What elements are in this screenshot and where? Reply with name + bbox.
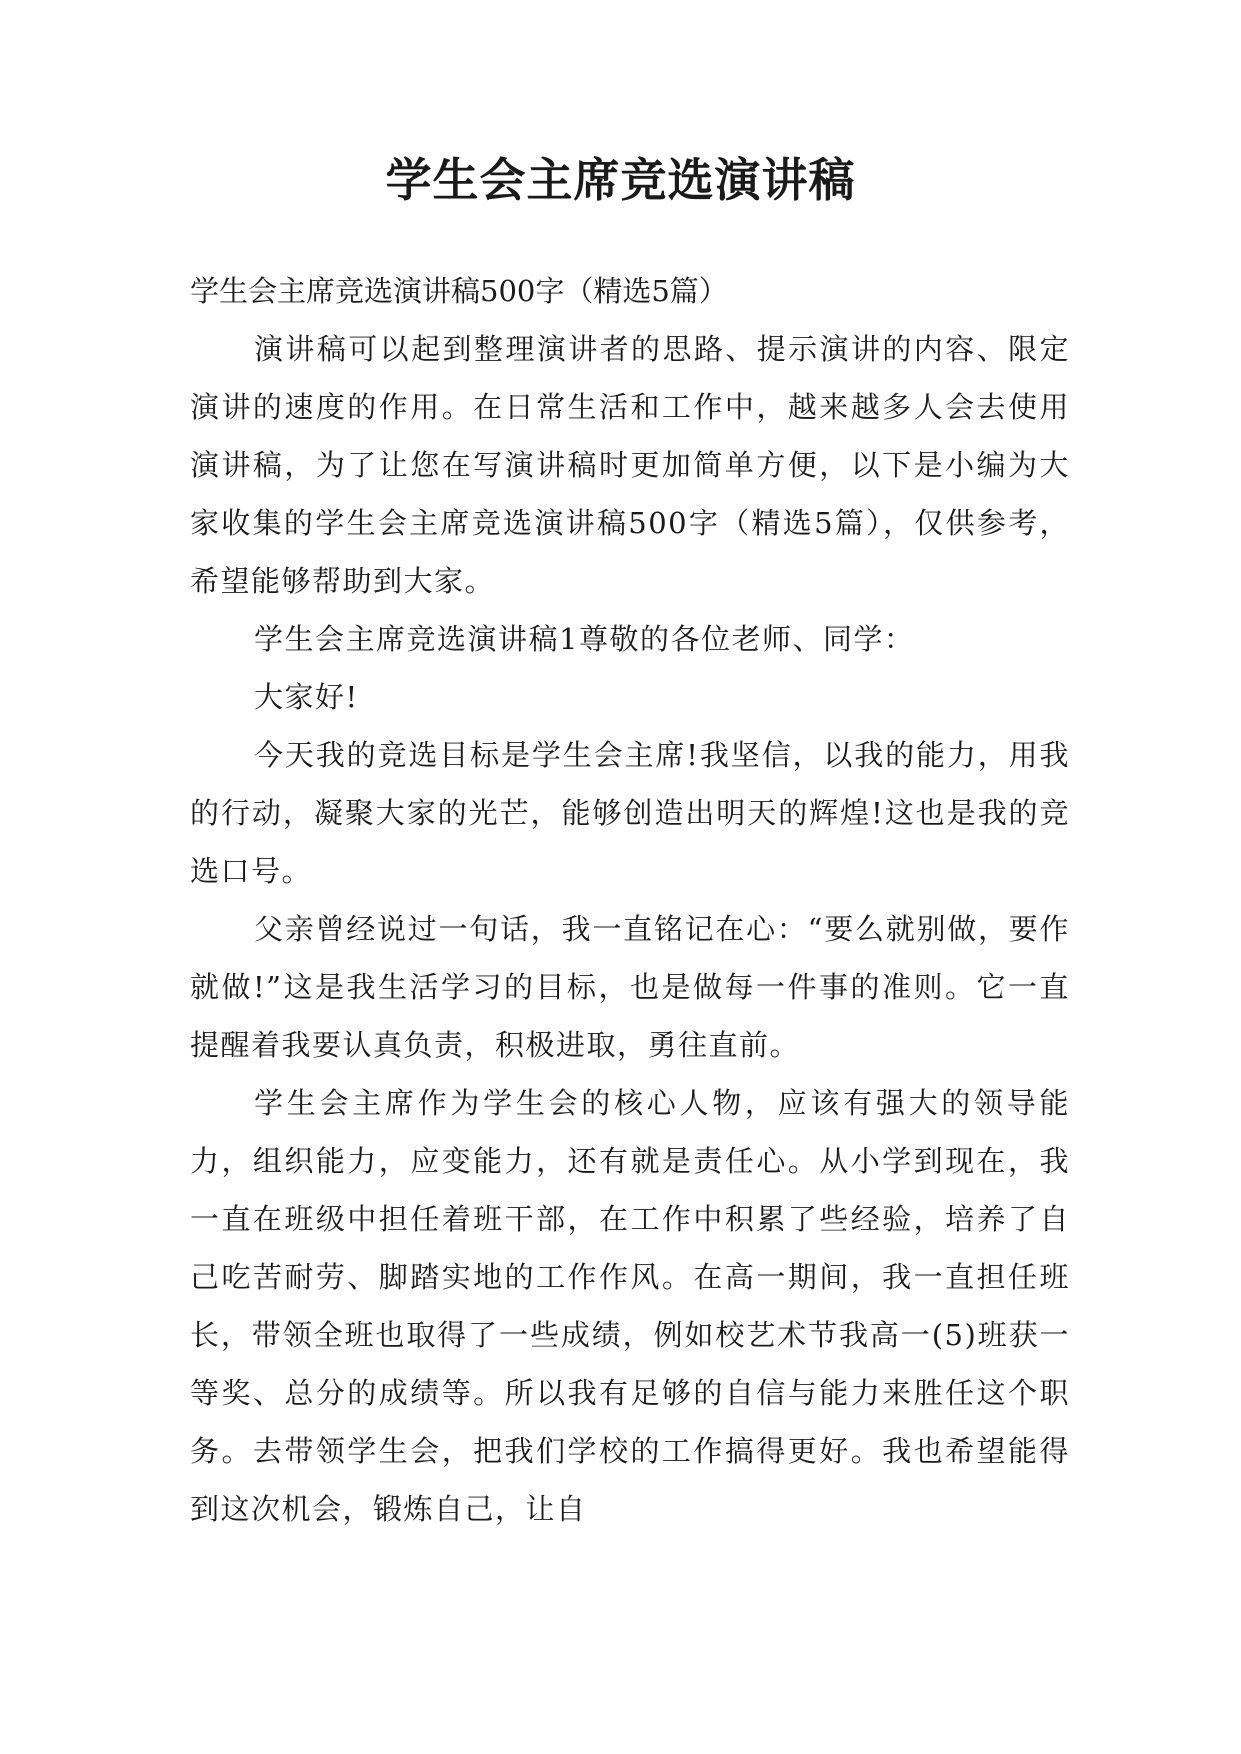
paragraph-father-quote: 父亲曾经说过一句话，我一直铭记在心：“要么就别做，要作就做!”这是我生活学习的目标，也是做每一件事的准则。它一直提醒着我要认真负责，积极进取，勇往直前。 — [190, 912, 1070, 1062]
paragraph-qualifications: 学生会主席作为学生会的核心人物，应该有强大的领导能力，组织能力，应变能力，还有就是责任心。从小学到现在，我一直在班级中担任着班干部，在工作中积累了些经验，培养了自己吃苦耐劳、脚踏实地的工作作风。在高一期间，我一直担任班长，带领全班也取得了一些成绩，例如校艺术节我高一(5)班获一等奖、总分的成绩等。所以我有足够的自信与能力来胜任这个职务。去带领学生会，把我们学校的工作搞得更好。我也希望能得到这次机会，锻炼自己，让自 — [190, 1086, 1070, 1526]
paragraph-goal: 今天我的竞选目标是学生会主席!我坚信，以我的能力，用我的行动，凝聚大家的光芒，能够创造出明天的辉煌!这也是我的竞选口号。 — [190, 738, 1070, 888]
document-subtitle: 学生会主席竞选演讲稿500字（精选5篇） — [190, 274, 728, 308]
document-title: 学生会主席竞选演讲稿 — [385, 153, 856, 207]
paragraph-intro: 演讲稿可以起到整理演讲者的思路、提示演讲的内容、限定演讲的速度的作用。在日常生活和工作中，越来越多人会去使用演讲稿，为了让您在写演讲稿时更加简单方便，以下是小编为大家收集的学生会主席竞选演讲稿500字（精选5篇），仅供参考，希望能够帮助到大家。 — [190, 332, 1070, 598]
paragraph-greeting: 大家好! — [254, 680, 359, 714]
document-body — [190, 262, 1070, 1538]
paragraph-salutation: 学生会主席竞选演讲稿1尊敬的各位老师、同学： — [254, 622, 915, 656]
